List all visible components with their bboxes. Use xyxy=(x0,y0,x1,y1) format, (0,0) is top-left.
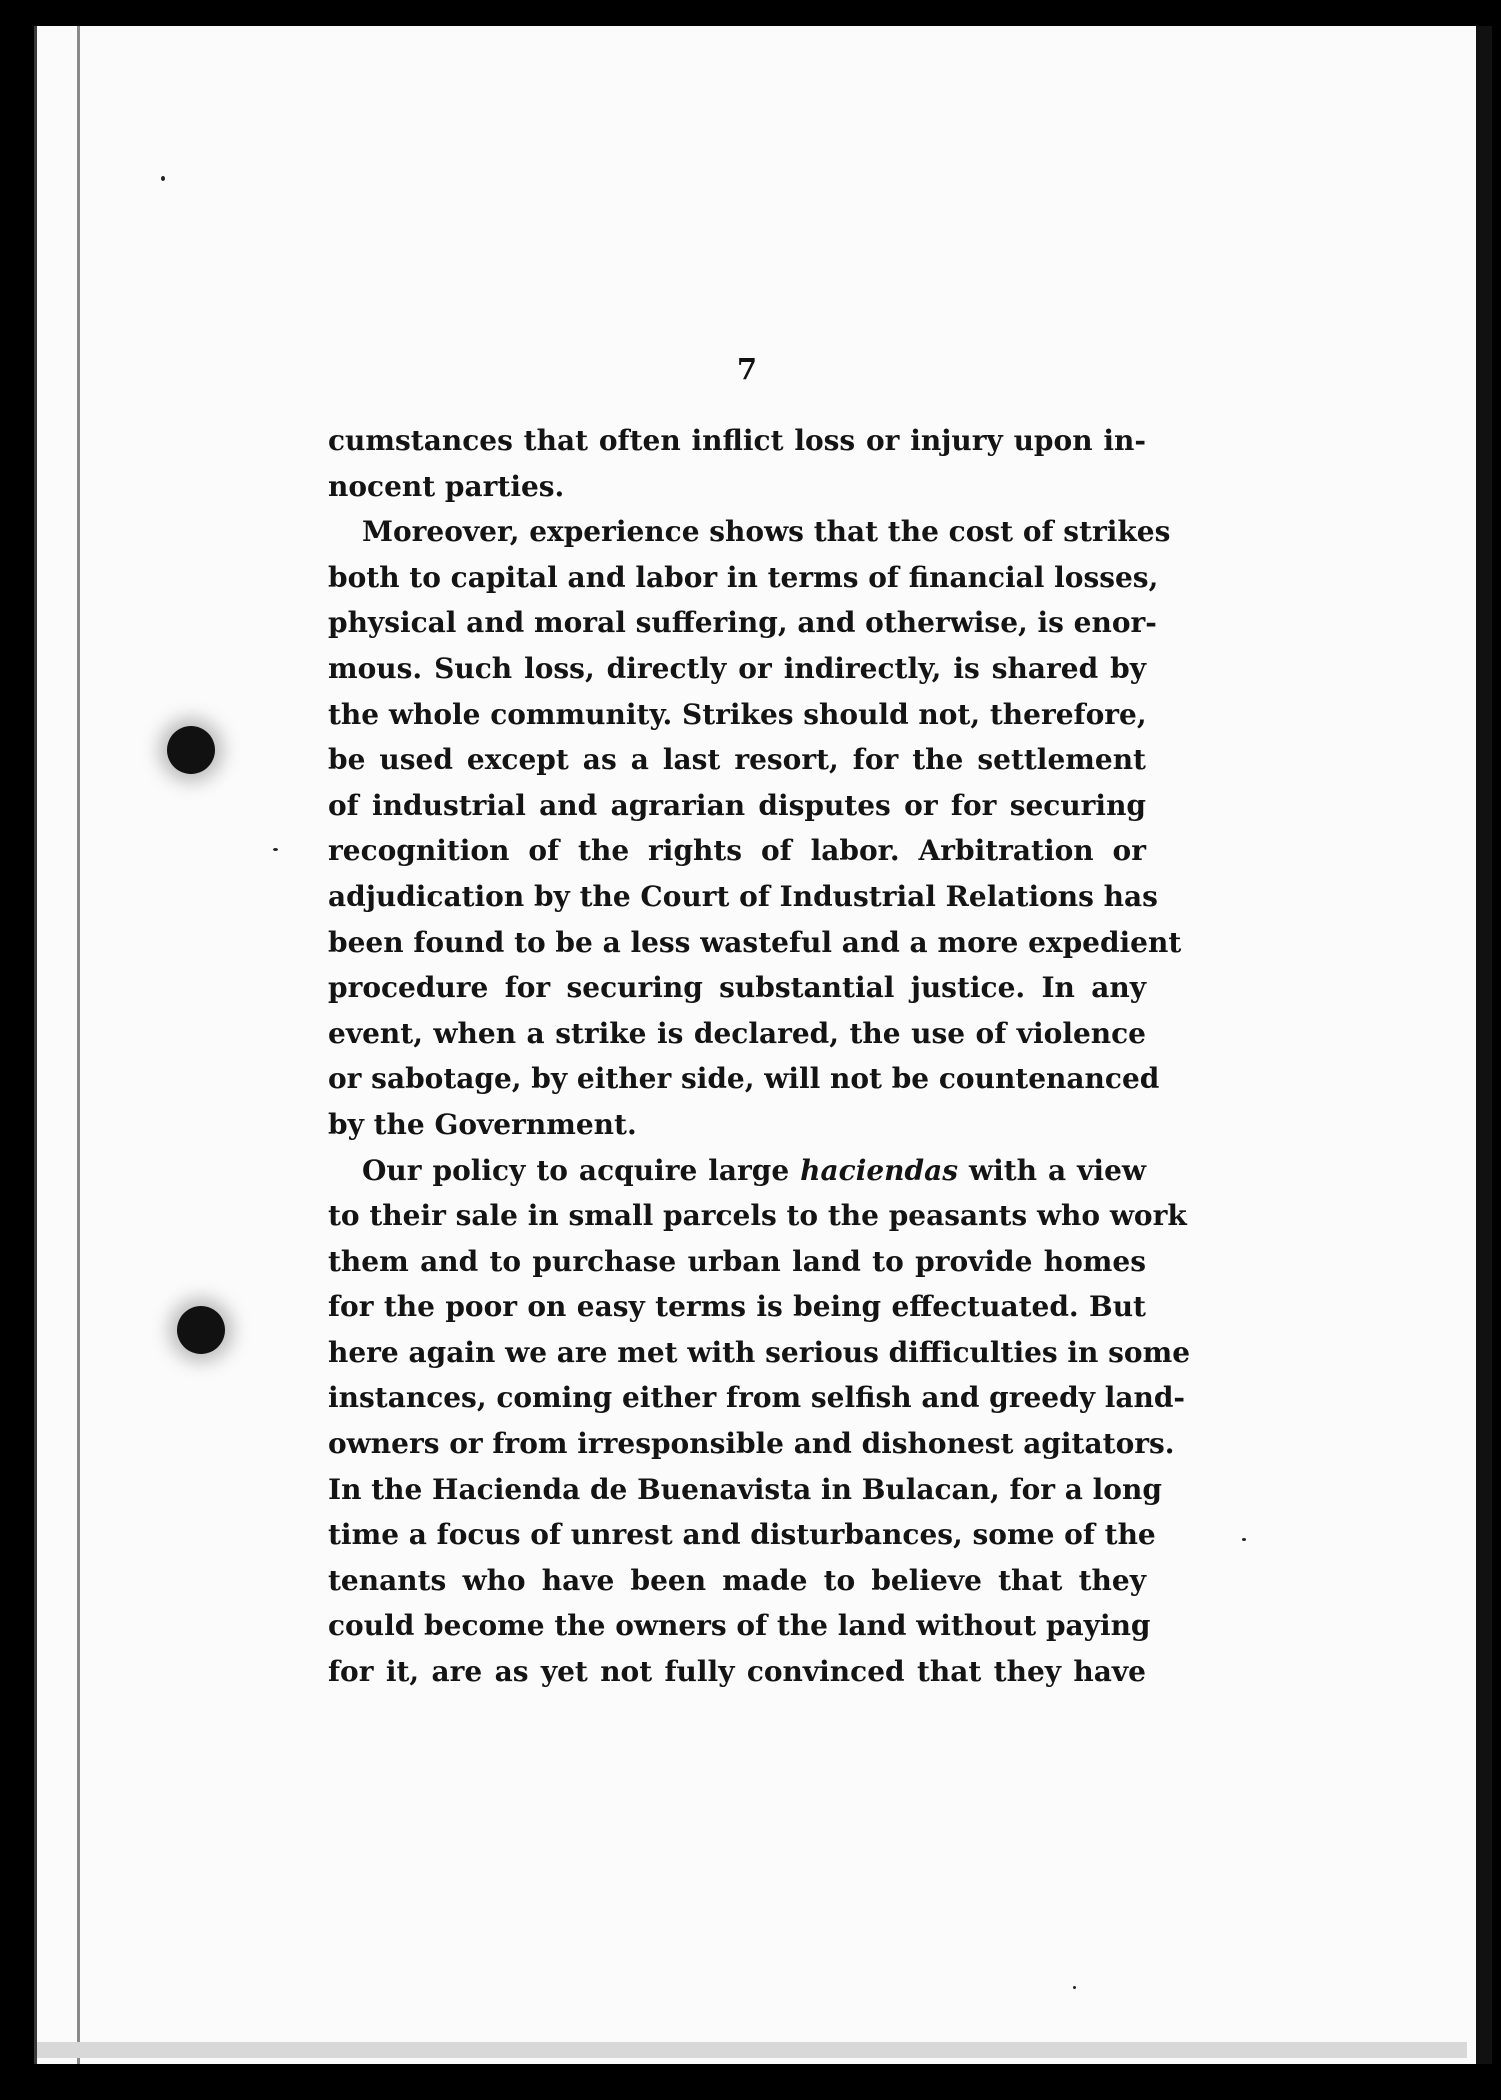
text-line: both to capital and labor in terms of financial losses, xyxy=(328,560,1159,594)
text-line: be used except as a last resort, for the settlement xyxy=(328,743,1146,777)
text-line: them and to purchase urban land to provide homes xyxy=(328,1244,1146,1278)
paragraph-3 xyxy=(328,1148,1191,1695)
punch-hole-lower xyxy=(177,1306,225,1354)
text-line: the whole community. Strikes should not, therefore, xyxy=(328,697,1147,731)
scan-speck xyxy=(273,848,278,851)
scan-speck xyxy=(1242,1538,1246,1541)
paragraph-1 xyxy=(328,418,1146,509)
text-line: Moreover, experience shows that the cost of strikes xyxy=(362,515,1171,549)
scan-speck xyxy=(1073,1986,1076,1989)
left-margin-rule xyxy=(77,26,80,2064)
scanned-page xyxy=(34,26,1492,2064)
text-line: could become the owners of the land without paying xyxy=(328,1609,1151,1643)
text-fragment: Our policy to acquire large xyxy=(362,1153,801,1187)
text-line: owners or from irresponsible and dishonest agitators. xyxy=(328,1427,1175,1461)
text-line: been found to be a less wasteful and a more expedient xyxy=(328,925,1182,959)
text-line: time a focus of unrest and disturbances, some of the xyxy=(328,1518,1156,1552)
text-line: physical and moral suffering, and otherwise, is enor- xyxy=(328,606,1157,640)
text-line: adjudication by the Court of Industrial Relations has xyxy=(328,879,1158,913)
text-line-with-italic xyxy=(328,1148,1146,1194)
text-fragment: with a view xyxy=(958,1153,1146,1187)
italic-term: haciendas xyxy=(800,1153,959,1187)
text-line: recognition of the rights of labor. Arbitration or xyxy=(328,834,1146,868)
scan-speck xyxy=(161,176,165,181)
text-line: mous. Such loss, directly or indirectly, is shared by xyxy=(328,651,1146,685)
punch-hole-upper xyxy=(167,726,215,774)
text-line: tenants who have been made to believe that they xyxy=(328,1563,1146,1597)
page-number: 7 xyxy=(736,352,758,386)
right-edge-shadow xyxy=(1476,26,1492,2064)
text-line: nocent parties. xyxy=(328,469,565,503)
paragraph-2 xyxy=(328,509,1182,1147)
text-line: for it, are as yet not fully convinced that they have xyxy=(328,1655,1146,1689)
body-text xyxy=(328,418,1191,1695)
text-line: event, when a strike is declared, the use of violence xyxy=(328,1016,1146,1050)
bottom-edge-band xyxy=(37,2042,1467,2058)
text-line: In the Hacienda de Buenavista in Bulacan, for a long xyxy=(328,1472,1162,1506)
text-line: for the poor on easy terms is being effectuated. But xyxy=(328,1290,1146,1324)
text-line: of industrial and agrarian disputes or for securing xyxy=(328,788,1146,822)
text-line: cumstances that often inflict loss or injury upon in- xyxy=(328,424,1146,457)
text-line: instances, coming either from selfish and greedy land- xyxy=(328,1381,1186,1415)
text-line: by the Government. xyxy=(328,1107,637,1141)
text-line: or sabotage, by either side, will not be countenanced xyxy=(328,1062,1160,1096)
text-line: procedure for securing substantial justice. In any xyxy=(328,971,1146,1005)
text-line: here again we are met with serious difficulties in some xyxy=(328,1335,1191,1369)
text-line: to their sale in small parcels to the peasants who work xyxy=(328,1199,1187,1233)
